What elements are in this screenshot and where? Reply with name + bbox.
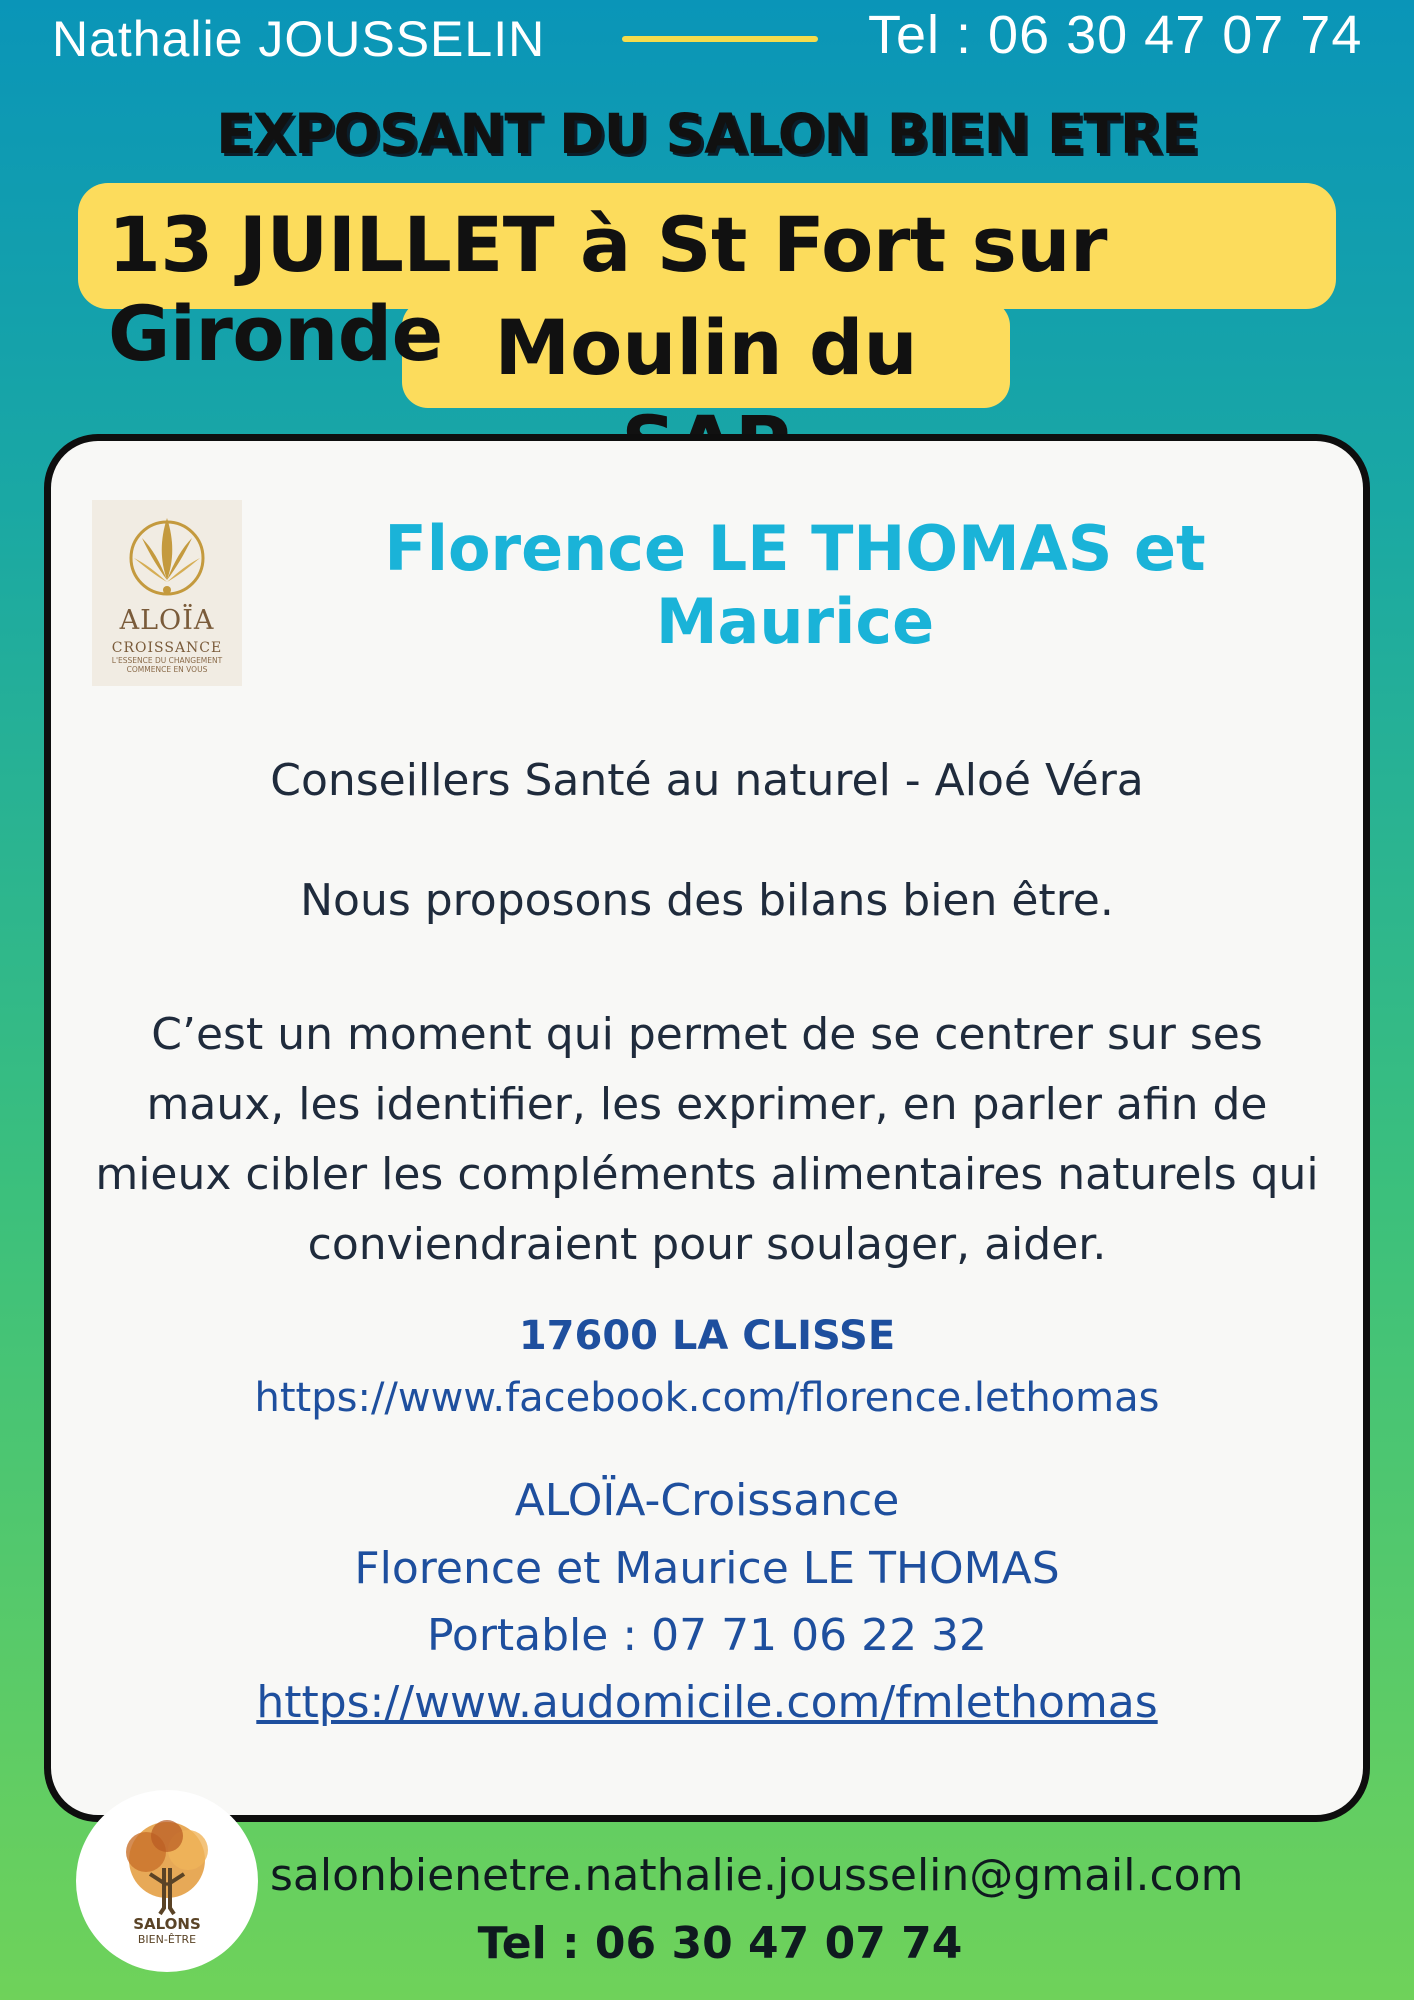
footer-phone: Tel : 06 30 47 07 74 (477, 1918, 963, 1969)
exhibitor-name: Florence LE THOMAS et Maurice (384, 512, 1206, 658)
event-date: 13 JUILLET à St Fort sur Gironde (108, 200, 1107, 378)
exhibitor-offer: Nous proposons des bilans bien être. (300, 875, 1114, 926)
salons-logo-sub: BIEN-ÊTRE (137, 1933, 197, 1946)
website-link[interactable]: https://www.audomicile.com/fmlethomas (256, 1677, 1158, 1728)
exhibitor-description: C’est un moment qui permet de se centrer sur ses maux, les identifier, les exprimer, en parler afin de mieux cibler les compléments alimentaires naturels qui conviendraient pour soulager, aider. (95, 1009, 1319, 1270)
contact-brand: ALOÏA-Croissance (514, 1475, 900, 1526)
footer-email[interactable]: salonbienetre.nathalie.jousselin@gmail.com (270, 1850, 1244, 1901)
exhibitor-role: Conseillers Santé au naturel - Aloé Véra (270, 755, 1144, 806)
logo-brand: ALOÏA (119, 605, 215, 636)
salons-logo-text: SALONS (133, 1915, 201, 1933)
header-divider (622, 36, 818, 42)
aloe-leaf-icon (92, 500, 242, 620)
event-venue: Moulin du (494, 303, 918, 392)
contact-names: Florence et Maurice LE THOMAS (354, 1543, 1060, 1594)
organizer-name: Nathalie JOUSSELIN (52, 11, 546, 67)
facebook-link[interactable]: https://www.facebook.com/florence.lethomas (254, 1375, 1160, 1421)
exhibitor-tagline: EXPOSANT DU SALON BIEN ETRE (216, 102, 1198, 166)
organizer-phone: Tel : 06 30 47 07 74 (868, 5, 1363, 65)
contact-mobile: Portable : 07 71 06 22 32 (426, 1610, 988, 1661)
exhibitor-location: 17600 LA CLISSE (518, 1313, 896, 1359)
logo-tagline: L'ESSENCE DU CHANGEMENT COMMENCE EN VOUS (111, 656, 223, 674)
logo-sub: CROISSANCE (111, 640, 223, 656)
